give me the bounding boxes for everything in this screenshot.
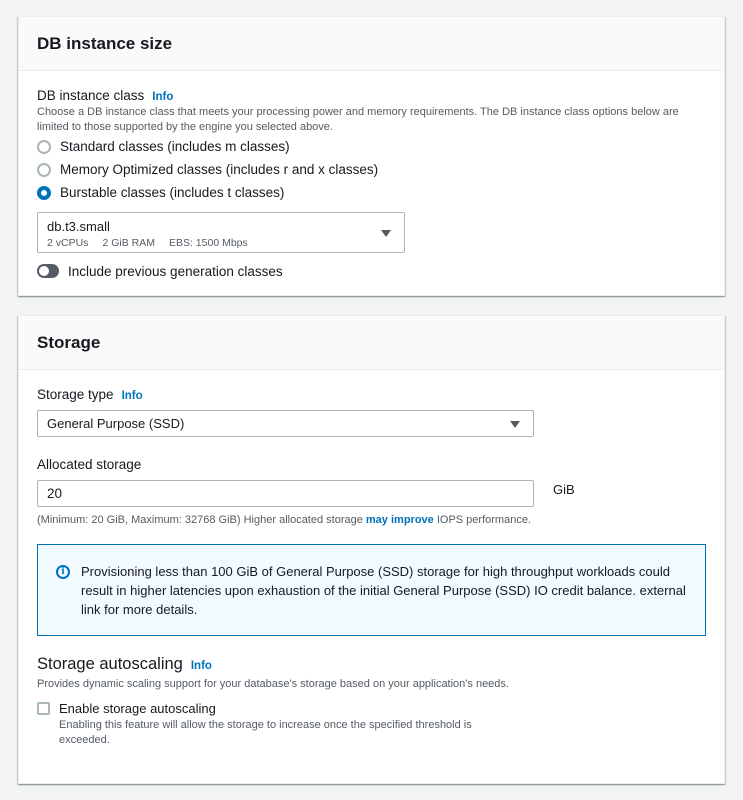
info-link[interactable]: Info: [121, 390, 143, 402]
radio-button-checked[interactable]: [37, 186, 51, 200]
caret-down-icon: [510, 421, 520, 428]
radio-standard-classes[interactable]: [37, 135, 378, 158]
panel-title: Storage: [37, 332, 101, 352]
enable-autoscaling-description: Enabling this feature will allow the storage to increase once the specified threshold is exceeded.: [59, 719, 472, 746]
previous-generation-toggle[interactable]: [37, 264, 59, 278]
constraint-text: (Minimum: 20 GiB, Maximum: 32768 GiB) Higher allocated storage: [37, 514, 366, 526]
info-link[interactable]: Info: [152, 91, 174, 103]
allocated-storage-label: Allocated storage: [37, 457, 142, 472]
radio-button[interactable]: [37, 140, 51, 154]
enable-autoscaling-label: Enable storage autoscaling: [59, 701, 216, 716]
panel-header: [19, 17, 724, 71]
storage-type-select[interactable]: [37, 410, 534, 437]
storage-type-label: Storage type: [37, 387, 114, 402]
radio-label: Memory Optimized classes (includes r and x classes): [60, 162, 379, 177]
allocated-storage-constraint: [37, 513, 637, 528]
storage-type-value: General Purpose (SSD): [47, 416, 185, 431]
radio-burstable-classes[interactable]: [37, 181, 378, 204]
info-circle-icon: i: [56, 565, 70, 579]
db-instance-class-description: Choose a DB instance class that meets your processing power and memory requirements. The DB instance class options below are limited to those supported by the engine you selected above.: [37, 106, 679, 133]
db-instance-class-select[interactable]: [37, 212, 405, 253]
ram-detail: 2 GiB RAM: [102, 237, 155, 249]
constraint-text-end: IOPS performance.: [433, 514, 531, 526]
enable-autoscaling-checkbox[interactable]: [37, 702, 50, 715]
radio-label: Standard classes (includes m classes): [60, 139, 290, 154]
vcpus-detail: 2 vCPUs: [47, 237, 89, 249]
ebs-detail: EBS: 1500 Mbps: [168, 237, 248, 249]
alert-text: Provisioning less than 100 GiB of General Purpose (SSD) storage for high throughput workloads could result in higher latencies upon exhaustion of the initial General Purpose (SSD) IO credit balance. external link for more details.: [81, 564, 686, 617]
radio-label: Burstable classes (includes t classes): [60, 185, 285, 200]
panel-header: [19, 316, 724, 370]
previous-generation-label: Include previous generation classes: [68, 263, 283, 279]
storage-info-alert: [37, 544, 706, 636]
radio-memory-optimized-classes[interactable]: [37, 158, 378, 181]
storage-autoscaling-description: Provides dynamic scaling support for your database's storage based on your application's needs.: [37, 678, 509, 690]
panel-title: DB instance size: [37, 33, 173, 53]
db-instance-class-label: DB instance class: [37, 88, 145, 103]
storage-autoscaling-title: Storage autoscaling: [37, 655, 183, 673]
selected-class-value: db.t3.small: [47, 219, 110, 234]
db-instance-size-panel: [18, 16, 725, 296]
info-link[interactable]: Info: [190, 660, 212, 672]
allocated-storage-input[interactable]: [37, 480, 534, 507]
radio-button[interactable]: [37, 163, 51, 177]
storage-unit: GiB: [553, 482, 575, 497]
allocated-storage-value: 20: [47, 486, 63, 501]
may-improve-link[interactable]: may improve: [365, 514, 434, 526]
caret-down-icon: [381, 230, 391, 237]
